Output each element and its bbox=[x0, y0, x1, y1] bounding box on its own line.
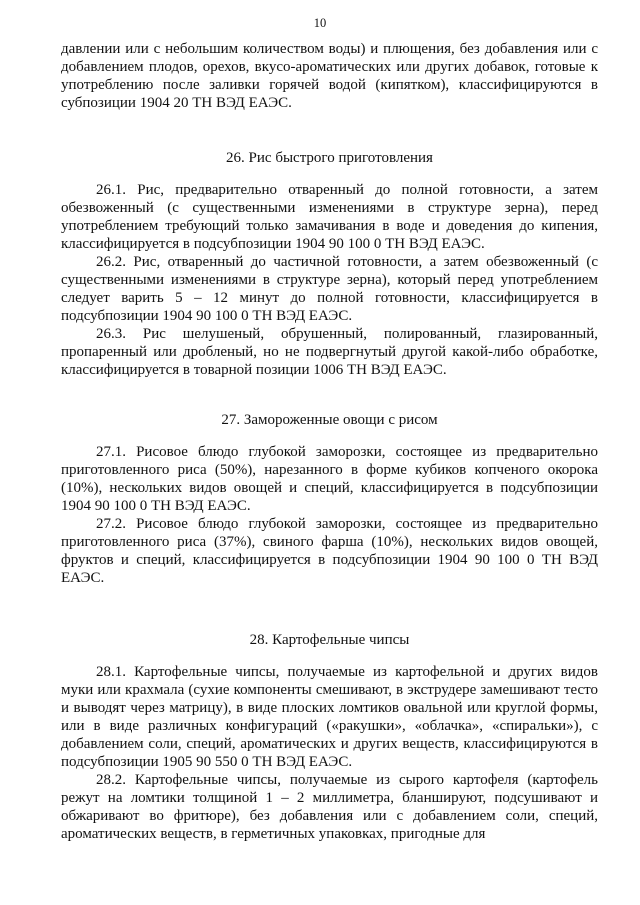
paragraph-26-3: 26.3. Рис шелушеный, обрушенный, полированный, глазированный, пропаренный или дробленый, но не подвергнутый другой какой-либо обработке, классифицируется в товарной позиции 1006 ТН ВЭД ЕАЭС. bbox=[61, 326, 598, 378]
paragraph-28-2: 28.2. Картофельные чипсы, получаемые из сырого картофеля (картофель режут на ломтики толщиной 1 – 2 миллиметра, бланшируют, подсушивают и обжаривают во фритюре), без добавления или с добавлением соли, специй, ароматических веществ, в герметичных упаковках, пригодные для bbox=[61, 772, 598, 842]
section-heading-28: 28. Картофельные чипсы bbox=[249, 632, 410, 648]
paragraph-28-1: 28.1. Картофельные чипсы, получаемые из картофельной и других видов муки или крахмала (сухие компоненты смешивают, в экструдере замешивают тесто и выводят через матрицу), в виде плоских ломтиков овальной или круглой формы, или в виде различных конфигураций («ракушки», «облачка», «спиральки»), с добавлением соли, специй, ароматических и других веществ, классифицируются в подсубпозиции 1905 90 550 0 ТН ВЭД ЕАЭС. bbox=[61, 664, 598, 770]
document-body bbox=[61, 40, 598, 843]
section-heading-26: 26. Рис быстрого приготовления bbox=[226, 150, 433, 166]
paragraph-26-2: 26.2. Рис, отваренный до частичной готовности, а затем обезвоженный (с существенными изменениями в структуре зерна), который перед употреблением следует варить 5 – 12 минут до полной готовности, классифицируется в подсубпозиции 1904 90 100 0 ТН ВЭД ЕАЭС. bbox=[61, 254, 598, 324]
section-heading-27: 27. Замороженные овощи с рисом bbox=[221, 412, 438, 428]
paragraph-26-1: 26.1. Рис, предварительно отваренный до полной готовности, а затем обезвоженный (с существенными изменениями в структуре зерна), перед употреблением требующий только замачивания в воде и доведения до кипения, классифицируется в подсубпозиции 1904 90 100 0 ТН ВЭД ЕАЭС. bbox=[61, 182, 598, 252]
page-number: 10 bbox=[313, 16, 327, 30]
intro-paragraph: давлении или с небольшим количеством воды) и плющения, без добавления или с добавлением плодов, орехов, вкусо-ароматических или других добавок, готовые к употреблению после заливки горячей водой (кипятком), классифицируются в субпозиции 1904 20 ТН ВЭД ЕАЭС. bbox=[61, 41, 598, 111]
paragraph-27-1: 27.1. Рисовое блюдо глубокой заморозки, состоящее из предварительно приготовленного риса (50%), нарезанного в форме кубиков копченого окорока (10%), нескольких видов овощей и специй, классифицируется в подсубпозиции 1904 90 100 0 ТН ВЭД ЕАЭС. bbox=[61, 444, 598, 514]
paragraph-27-2: 27.2. Рисовое блюдо глубокой заморозки, состоящее из предварительно приготовленного риса (37%), свиного фарша (10%), нескольких видов овощей, фруктов и специй, классифицируется в подсубпозиции 1904 90 100 0 ТН ВЭД ЕАЭС. bbox=[61, 516, 598, 586]
